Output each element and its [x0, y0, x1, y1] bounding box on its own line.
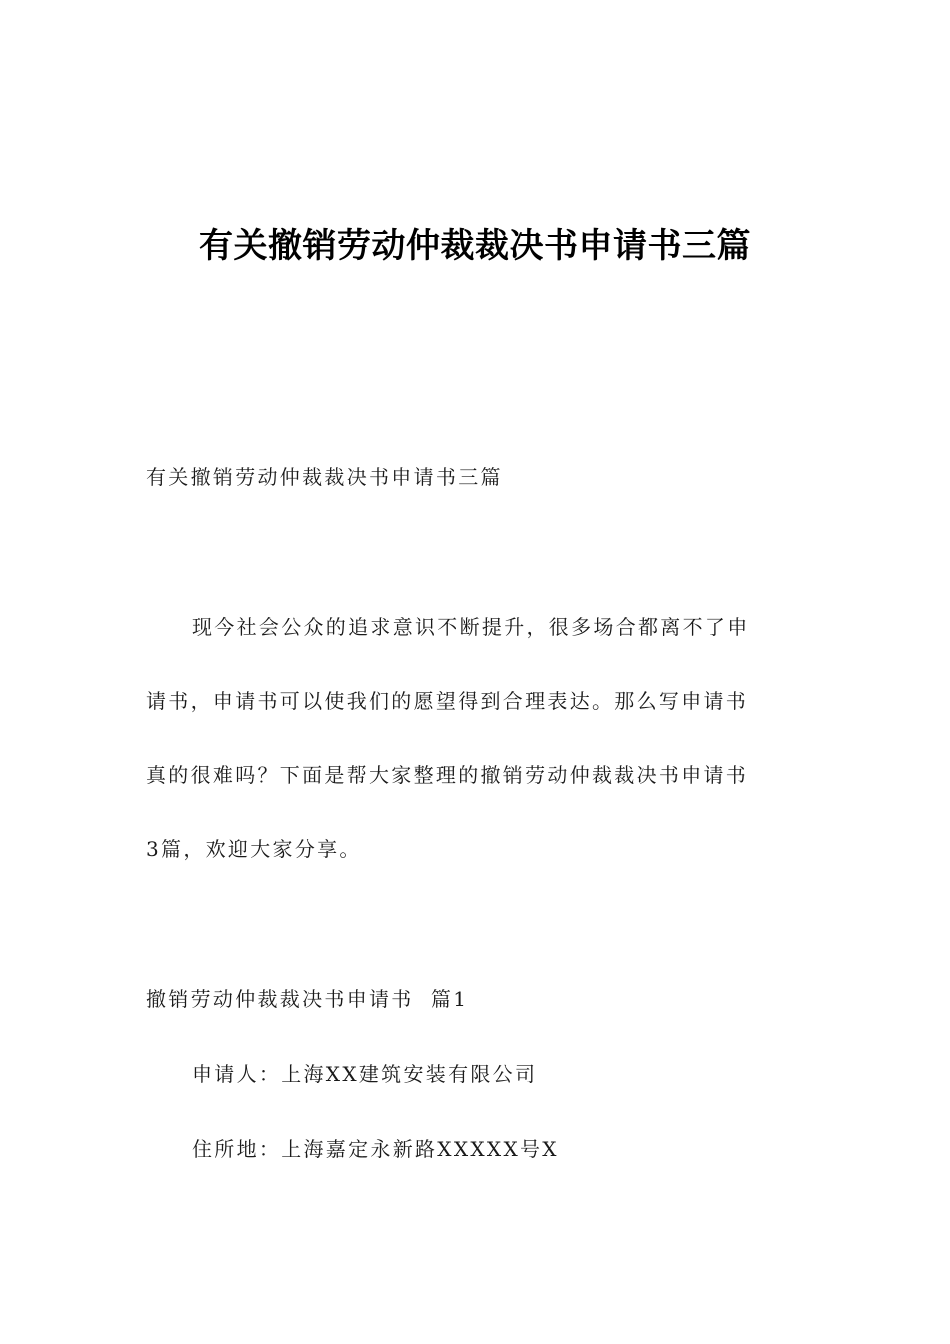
section-heading: 撤销劳动仲裁裁决书申请书 篇1 [146, 987, 469, 1011]
address-line: 住所地：上海嘉定永新路XXXXX号X [192, 1137, 559, 1161]
intro-line-4: 3篇，欢迎大家分享。 [146, 837, 362, 861]
document-title: 有关撤销劳动仲裁裁决书申请书三篇 [199, 226, 751, 266]
intro-line-3: 真的很难吗？下面是帮大家整理的撤销劳动仲裁裁决书申请书 [146, 763, 749, 787]
intro-line-2: 请书，申请书可以使我们的愿望得到合理表达。那么写申请书 [146, 689, 749, 713]
document-subtitle: 有关撤销劳动仲裁裁决书申请书三篇 [146, 465, 503, 489]
applicant-line: 申请人：上海XX建筑安装有限公司 [192, 1062, 538, 1086]
intro-line-1: 现今社会公众的追求意识不断提升，很多场合都离不了申 [192, 615, 750, 639]
